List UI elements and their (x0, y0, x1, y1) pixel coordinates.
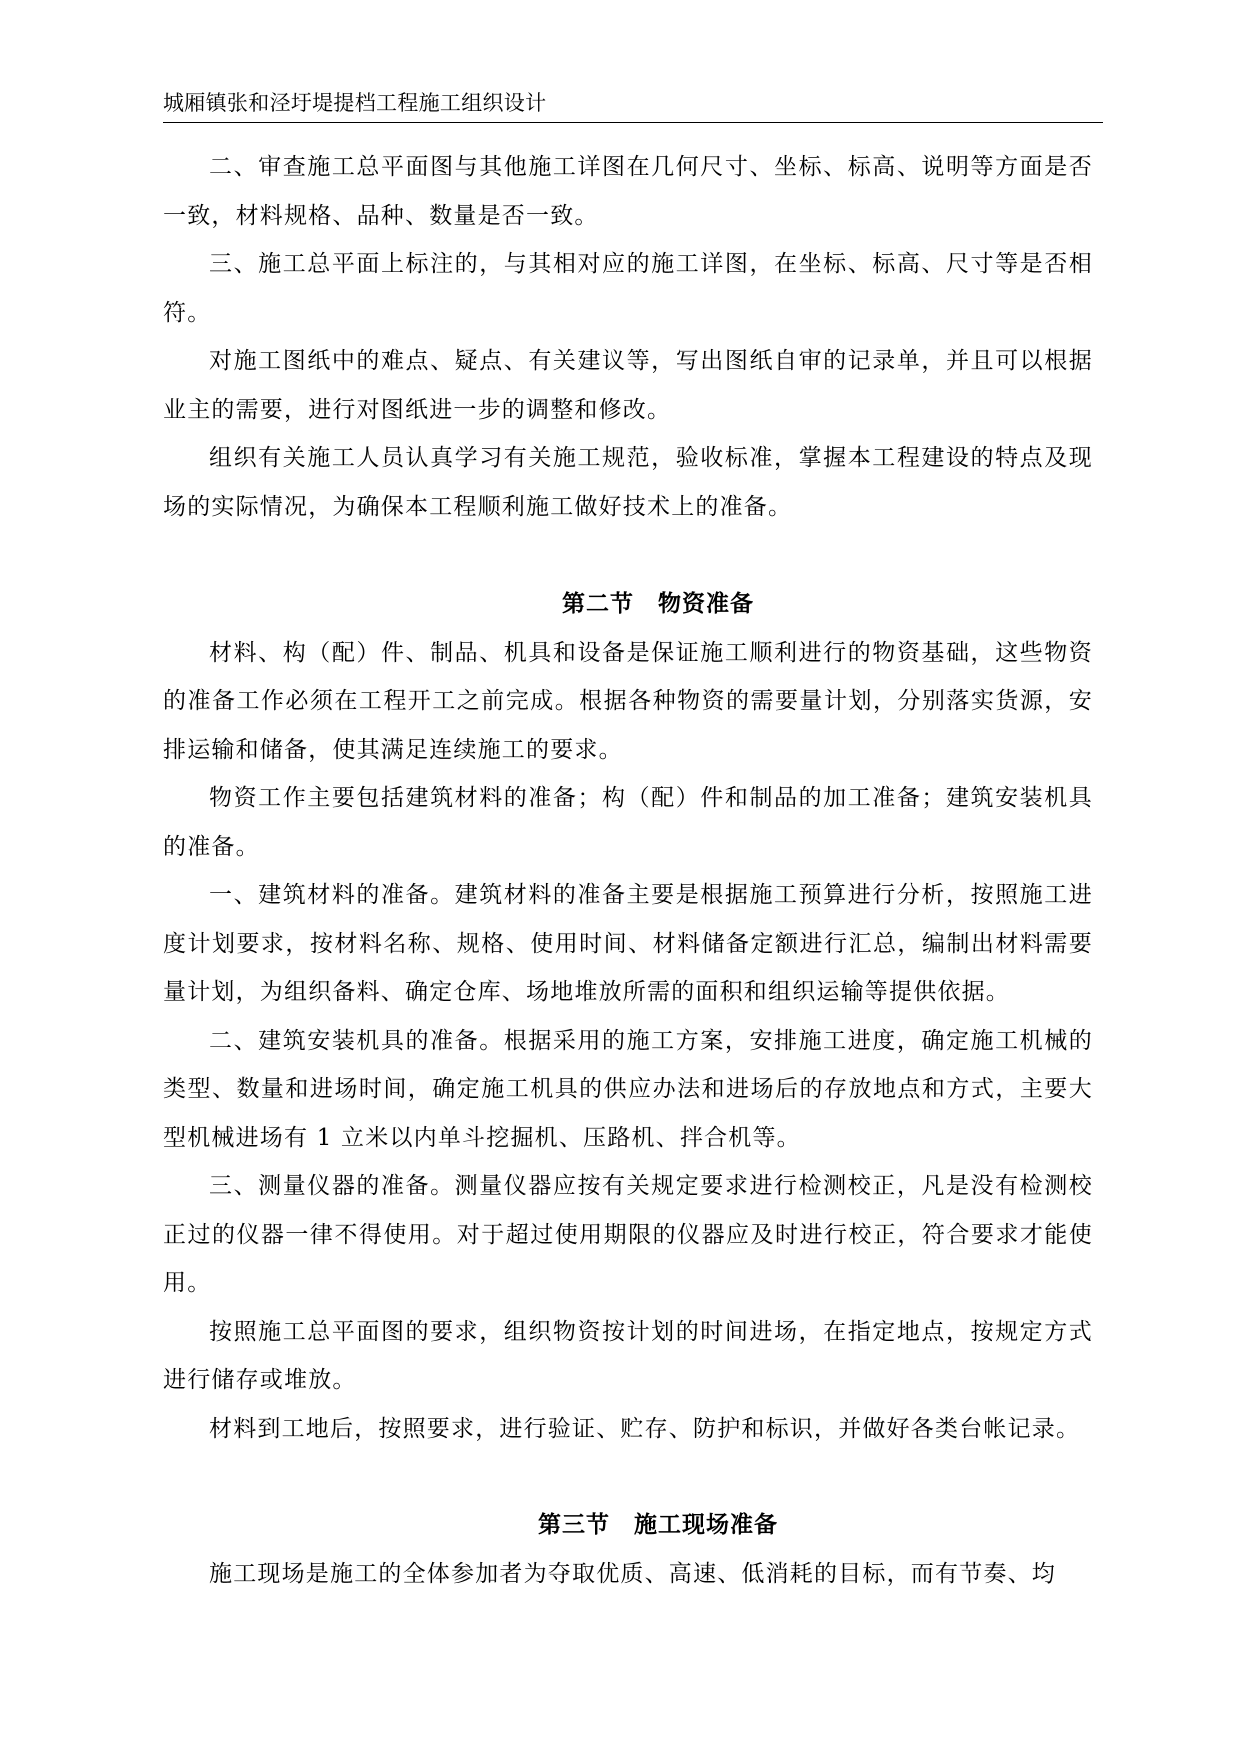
section-number: 第二节 (562, 590, 634, 617)
paragraph: 施工现场是施工的全体参加者为夺取优质、高速、低消耗的目标，而有节奏、均 (209, 1560, 1056, 1587)
running-header (163, 88, 1103, 123)
header-title: 城厢镇张和泾圩堤提档工程施工组织设计 (163, 91, 547, 115)
paragraph: 组织有关施工人员认真学习有关施工规范，验收标准，掌握本工程建设的特点及现场的实际情况，为确保本工程顺利施工做好技术上的准备。 (163, 445, 1093, 520)
section-title: 物资准备 (658, 590, 754, 617)
paragraph: 一、建筑材料的准备。建筑材料的准备主要是根据施工预算进行分析，按照施工进度计划要求，按材料名称、规格、使用时间、材料储备定额进行汇总，编制出材料需要量计划，为组织备料、确定仓库、场地堆放所需的面积和组织运输等提供依据。 (163, 882, 1093, 1005)
paragraph: 三、测量仪器的准备。测量仪器应按有关规定要求进行检测校正，凡是没有检测校正过的仪器一律不得使用。对于超过使用期限的仪器应及时进行校正，符合要求才能使用。 (163, 1173, 1093, 1296)
section-title: 施工现场准备 (634, 1511, 778, 1538)
document-body (163, 143, 1093, 1598)
paragraph: 对施工图纸中的难点、疑点、有关建议等，写出图纸自审的记录单，并且可以根据业主的需要，进行对图纸进一步的调整和修改。 (163, 348, 1093, 423)
paragraph: 三、施工总平面上标注的，与其相对应的施工详图，在坐标、标高、尺寸等是否相符。 (163, 251, 1093, 326)
paragraph: 按照施工总平面图的要求，组织物资按计划的时间进场，在指定地点，按规定方式进行储存或堆放。 (163, 1318, 1093, 1393)
section-number: 第三节 (538, 1511, 610, 1538)
paragraph: 二、审查施工总平面图与其他施工详图在几何尺寸、坐标、标高、说明等方面是否一致，材料规格、品种、数量是否一致。 (163, 154, 1093, 229)
paragraph: 二、建筑安装机具的准备。根据采用的施工方案，安排施工进度，确定施工机械的类型、数量和进场时间，确定施工机具的供应办法和进场后的存放地点和方式，主要大型机械进场有 1 立米以内单斗挖掘机、压路机、拌合机等。 (163, 1027, 1093, 1151)
paragraph: 材料到工地后，按照要求，进行验证、贮存、防护和标识，并做好各类台帐记录。 (209, 1415, 1081, 1442)
section-heading (163, 1501, 1093, 1550)
paragraph: 物资工作主要包括建筑材料的准备；构（配）件和制品的加工准备；建筑安装机具的准备。 (163, 785, 1093, 860)
section-heading (163, 580, 1093, 629)
paragraph: 材料、构（配）件、制品、机具和设备是保证施工顺利进行的物资基础，这些物资的准备工作必须在工程开工之前完成。根据各种物资的需要量计划，分别落实货源，安排运输和储备，使其满足连续施工的要求。 (163, 639, 1093, 763)
